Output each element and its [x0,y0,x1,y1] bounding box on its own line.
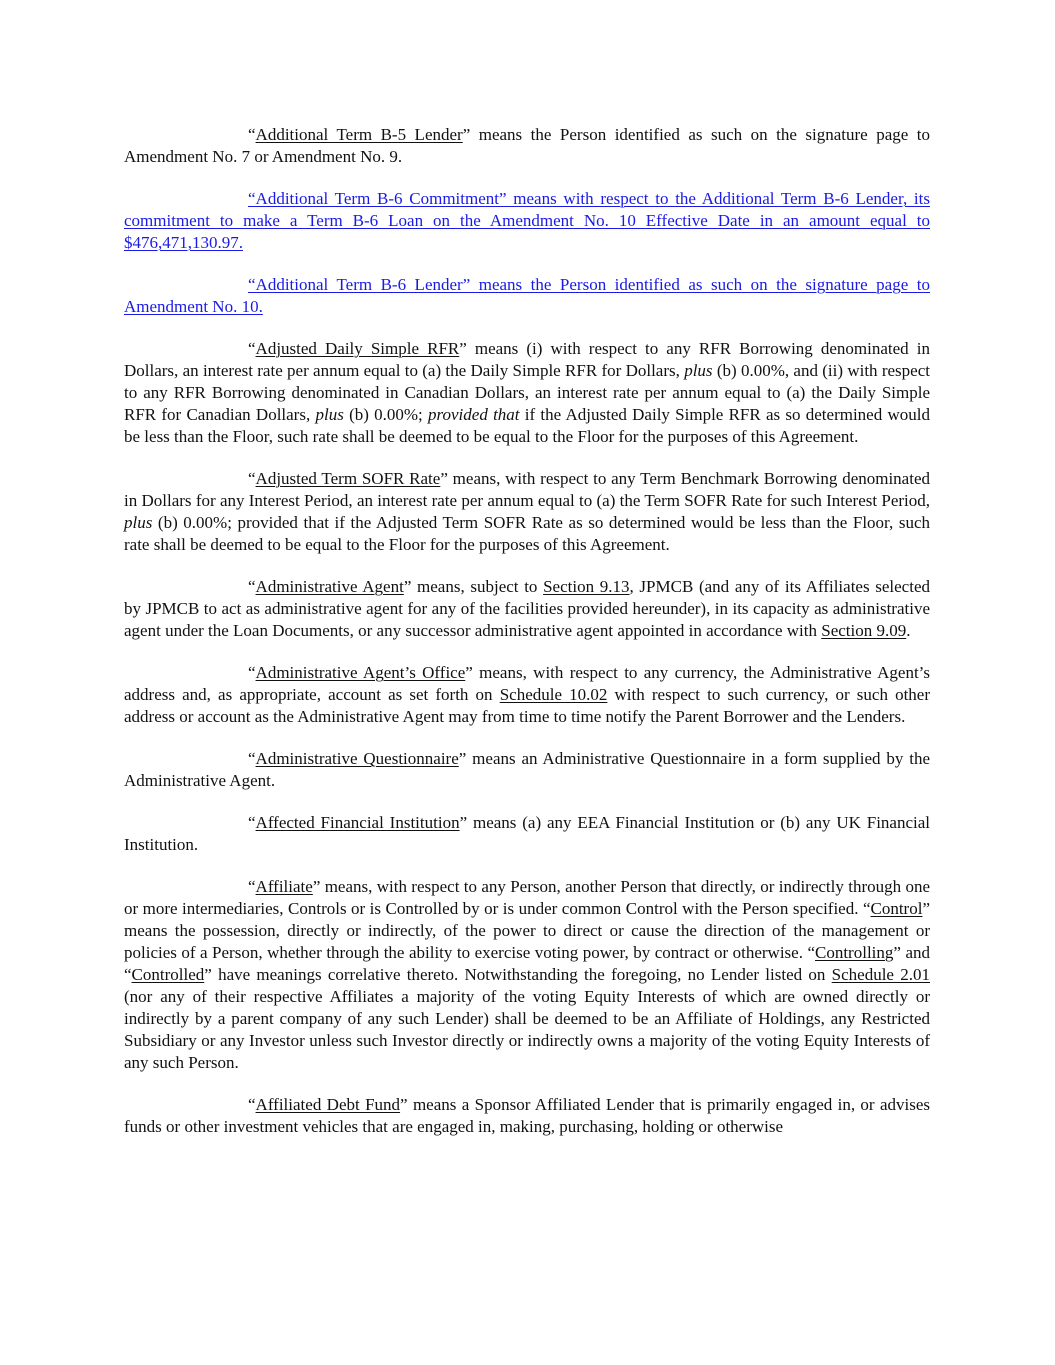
body-text: ” have meanings correlative thereto. Notwithstanding the foregoing, no Lender listed on [204,965,832,984]
body-text: ” means (a) any EEA Financial Institution or (b) any UK Financial Institution. [124,813,930,854]
body-text: “Additional Term B-6 Lender” means the Person identified as such on the signature page to Amendment No. 10. [124,275,930,316]
body-text: ” means, with respect to any Person, another Person that directly, or indirectly through one or more intermediaries, Controls or is Controlled by or is under common Control with the Person specified. “ [124,877,930,918]
body-text: (b) 0.00%; [343,405,429,424]
italic-text: plus [684,361,713,380]
definition-additional-term-b6-commitment [124,188,930,254]
body-text: ” means, with respect to any currency, the Administrative Agent’s address and, as appropriate, account as set forth on [124,663,931,704]
defined-term: Adjusted Daily Simple RFR [255,339,460,358]
body-text: ” means the Person identified as such on the signature page to Amendment No. 7 or Amendment No. 9. [124,125,931,166]
defined-term: Adjusted Term SOFR Rate [255,469,441,488]
definition-additional-term-b6-lender [124,274,930,318]
body-text: if the Adjusted Daily Simple RFR as so determined would be less than the Floor, such rate shall be deemed to be equal to the Floor for the purposes of this Agreement. [124,405,930,446]
body-text: “ [248,577,256,596]
defined-term: Administrative Agent [255,577,404,596]
body-text: ” means, with respect to any Term Benchmark Borrowing denominated in Dollars for any Interest Period, an interest rate per annum equal to (a) the Term SOFR Rate for such Interest Period, [124,469,930,510]
definition-adjusted-term-sofr-rate [124,468,930,556]
defined-term: Controlling [815,943,894,962]
defined-term: Affected Financial Institution [255,813,460,832]
body-text: “ [248,663,256,682]
definition-adjusted-daily-simple-rfr [124,338,930,448]
body-text: , JPMCB (and any of its Affiliates selected by JPMCB to act as administrative agent for any of the facilities provided hereunder), in its capacity as administrative agent under the Loan Documents, or any successor administrative agent appointed in accordance with [124,577,930,640]
body-text: with respect to such currency, or such other address or account as the Administrative Agent may from time to time notify the Parent Borrower and the Lenders. [124,685,930,726]
body-text: ” and “ [124,943,930,984]
definition-additional-term-b5-lender [124,124,930,168]
body-text: ” means an Administrative Questionnaire in a form supplied by the Administrative Agent. [124,749,931,790]
definition-affiliated-debt-fund [124,1094,930,1138]
body-text: “ [248,125,256,144]
italic-text: plus [315,405,344,424]
italic-text: plus [124,513,153,532]
body-text: ” means (i) with respect to any RFR Borrowing denominated in Dollars, an interest rate per annum equal to (a) the Daily Simple RFR for Dollars, [124,339,930,380]
italic-text: provided that [428,405,520,424]
body-text: (b) 0.00%; provided that if the Adjusted Term SOFR Rate as so determined would be less than the Floor, such rate shall be deemed to be equal to the Floor for the purposes of this Agreement. [124,513,930,554]
defined-term: Control [870,899,923,918]
body-text: “ [248,339,256,358]
body-text: “ [248,749,256,768]
defined-term: Section 9.13 [543,577,630,596]
defined-term: Additional Term B-5 Lender [255,125,463,144]
defined-term: Schedule 2.01 [831,965,930,984]
body-text: (nor any of their respective Affiliates a majority of the voting Equity Interests of which are owned directly or indirectly by a parent company of any such Lender) shall be deemed to be an Affiliate of Holdings, any Restricted Subsidiary or any Investor unless such Investor directly or indirectly owns a majority of the voting Equity Interests of any such Person. [124,987,930,1072]
body-text: “ [248,877,256,896]
body-text: “Additional Term B-6 Commitment” means with respect to the Additional Term B-6 Lender, its commitment to make a Term B-6 Loan on the Amendment No. 10 Effective Date in an amount equal to $476,471,130.97. [124,189,930,252]
definition-administrative-agents-office [124,662,930,728]
body-text: (b) 0.00%, and (ii) with respect to any RFR Borrowing denominated in Canadian Dollars, an interest rate per annum equal to (a) the Daily Simple RFR for Canadian Dollars, [124,361,930,424]
defined-term: Administrative Questionnaire [255,749,459,768]
body-text: “ [248,813,256,832]
definition-affiliate [124,876,930,1074]
defined-term: Schedule 10.02 [499,685,608,704]
body-text: . [906,621,911,640]
definition-affected-financial-institution [124,812,930,856]
body-text: ” means a Sponsor Affiliated Lender that is primarily engaged in, or advises funds or other investment vehicles that are engaged in, making, purchasing, holding or otherwise [124,1095,930,1136]
defined-term: Controlled [131,965,205,984]
defined-term: Section 9.09 [821,621,907,640]
definition-administrative-questionnaire [124,748,930,792]
body-text: “ [248,1095,256,1114]
definition-administrative-agent [124,576,930,642]
defined-term: Affiliate [255,877,313,896]
body-text: ” means, subject to [403,577,544,596]
body-text: “ [248,469,256,488]
defined-term: Affiliated Debt Fund [255,1095,401,1114]
body-text: ” means the possession, directly or indirectly, of the power to direct or cause the direction of the management or policies of a Person, whether through the ability to exercise voting power, by contract or otherwise. “ [124,899,930,962]
defined-term: Administrative Agent’s Office [255,663,466,682]
document-page [124,124,930,1158]
